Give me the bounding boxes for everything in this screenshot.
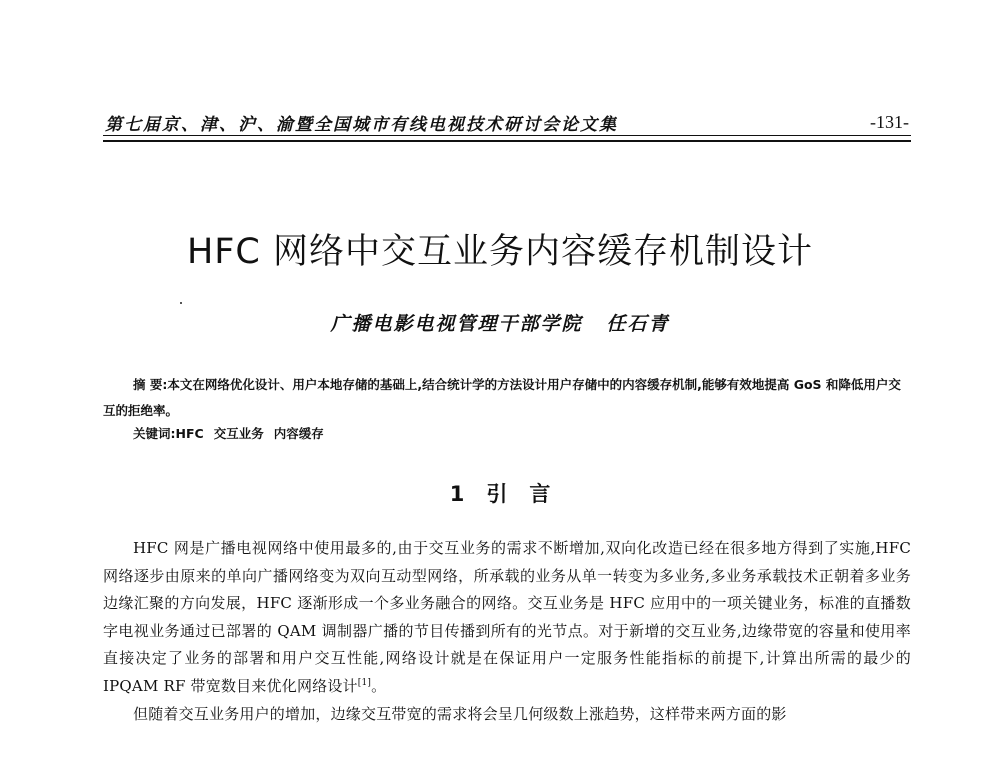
author-line bbox=[0, 309, 1000, 336]
author-name: 任石青 bbox=[606, 313, 670, 335]
paragraph-text: HFC 网是广播电视网络中使用最多的,由于交互业务的需求不断增加,双向化改造已经在很多地方得到了实施,HFC 网络逐步由原来的单向广播网络变为双向互动型网络，所承载的业务从单一转变为多业务,多业务承载技术正朝着多业务边缘汇聚的方向发展，HFC 逐渐形成一个多业务融合的网络。交互业务是 HFC 应用中的一项关键业务，标准的直播数字电视业务通过已部署的 QAM 调制器广播的节目传播到所有的光节点。对于新增的交互业务,边缘带宽的容量和使用率直接决定了业务的部署和用户交互性能,网络设计就是在保证用户一定服务性能指标的前提下,计算出所需的最少的 IPQAM RF 带宽数目来优化网络设计 bbox=[103, 539, 911, 695]
article-title: HFC 网络中交互业务内容缓存机制设计 bbox=[186, 232, 813, 272]
running-header bbox=[103, 104, 911, 142]
journal-name: 第七届京、津、沪、渝暨全国城市有线电视技术研讨会论文集 bbox=[105, 115, 618, 135]
abstract-text: 本文在网络优化设计、用户本地存储的基础上,结合统计学的方法设计用户存储中的内容缓存机制,能够有效地提高 GoS 和降低用户交互的拒绝率。 bbox=[103, 377, 901, 418]
keyword-item: HFC bbox=[175, 426, 204, 441]
section-title-part: 引 bbox=[486, 482, 508, 506]
section-title-part: 言 bbox=[529, 482, 551, 506]
section-heading bbox=[0, 478, 1000, 508]
page-number: -131- bbox=[870, 112, 909, 132]
keyword-item: 交互业务 bbox=[213, 426, 264, 441]
body-text bbox=[103, 535, 911, 728]
affiliation: 广播电影电视管理干部学院 bbox=[330, 313, 583, 335]
citation-ref: [1] bbox=[357, 677, 372, 688]
abstract-label: 摘 要: bbox=[133, 377, 168, 392]
paragraph bbox=[103, 701, 911, 729]
section-number: 1 bbox=[449, 482, 465, 506]
scan-speck bbox=[180, 302, 182, 304]
paragraph-end: 。 bbox=[371, 676, 387, 695]
keyword-item: 内容缓存 bbox=[273, 426, 324, 441]
keywords bbox=[133, 424, 334, 442]
paragraph-text: 但随着交互业务用户的增加，边缘交互带宽的需求将会呈几何级数上涨趋势，这样带来两方面的影 bbox=[133, 704, 787, 723]
keywords-label: 关键词: bbox=[133, 426, 176, 441]
header-rule bbox=[103, 135, 911, 136]
paragraph bbox=[103, 535, 911, 701]
abstract bbox=[103, 372, 911, 424]
